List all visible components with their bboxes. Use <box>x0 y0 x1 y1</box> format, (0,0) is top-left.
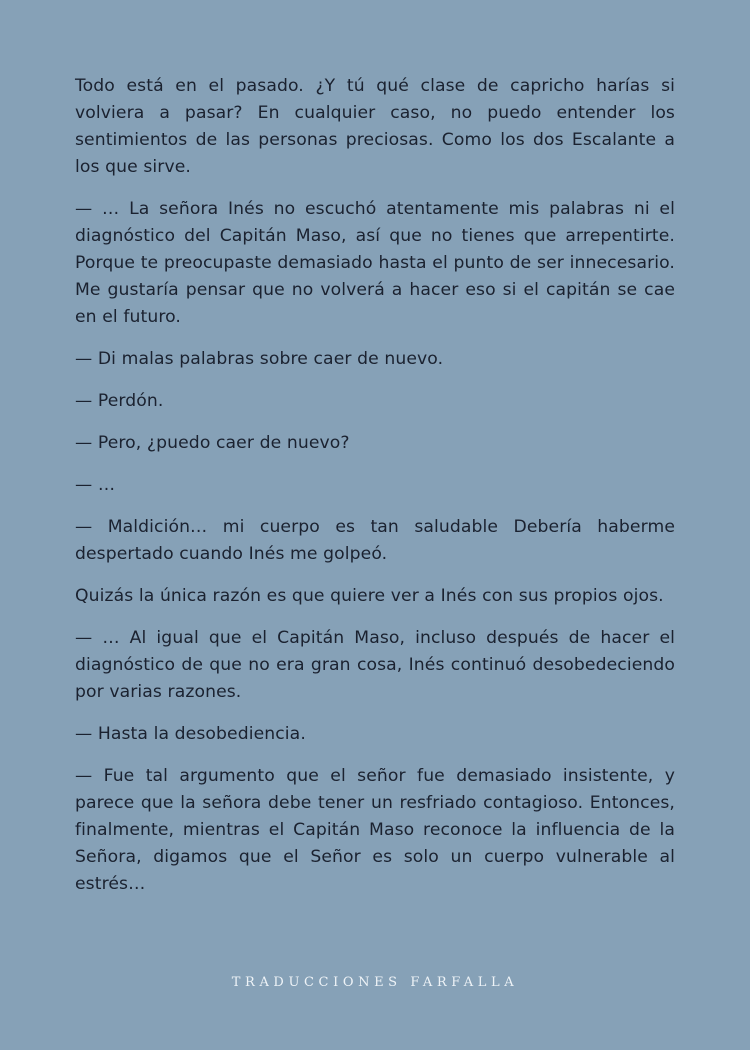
dialogue-line: — … Al igual que el Capitán Maso, incluso después de hacer el diagnóstico de que no era gran cosa, Inés continuó desobedeciendo por varias razones. <box>75 628 675 702</box>
dialogue-line: — Pero, ¿puedo caer de nuevo? <box>75 433 350 453</box>
dialogue-line: — Hasta la desobediencia. <box>75 724 306 744</box>
paragraph: — … La señora Inés no escuchó atentamente mis palabras ni el diagnóstico del Capitán Maso, así que no tienes que arrepentirte. Porque te preocupaste demasiado hasta el punto de ser innecesario. Me gustaría pensar que no volverá a hacer eso si el capitán se cae en el futuro. <box>75 199 675 327</box>
paragraph: Todo está en el pasado. ¿Y tú qué clase de capricho harías si volviera a pasar? En cualquier caso, no puedo entender los sentimientos de las personas preciosas. Como los dos Escalante a los que sirve. <box>75 76 675 177</box>
paragraph: Quizás la única razón es que quiere ver a Inés con sus propios ojos. <box>75 586 664 606</box>
page-body <box>75 73 675 913</box>
dialogue-line: — Maldición… mi cuerpo es tan saludable Debería haberme despertado cuando Inés me golpeó. <box>75 517 675 564</box>
dialogue-line: — Di malas palabras sobre caer de nuevo. <box>75 349 444 369</box>
dialogue-line: — Perdón. <box>75 391 164 411</box>
dialogue-line: — Fue tal argumento que el señor fue demasiado insistente, y parece que la señora debe tener un resfriado contagioso. Entonces, finalmente, mientras el Capitán Maso reconoce la influencia de la Señora, digamos que el Señor es solo un cuerpo vulnerable al estrés… <box>75 766 675 894</box>
dialogue-line: — … <box>75 475 116 495</box>
footer-credit: TRADUCCIONES FARFALLA <box>231 975 519 990</box>
